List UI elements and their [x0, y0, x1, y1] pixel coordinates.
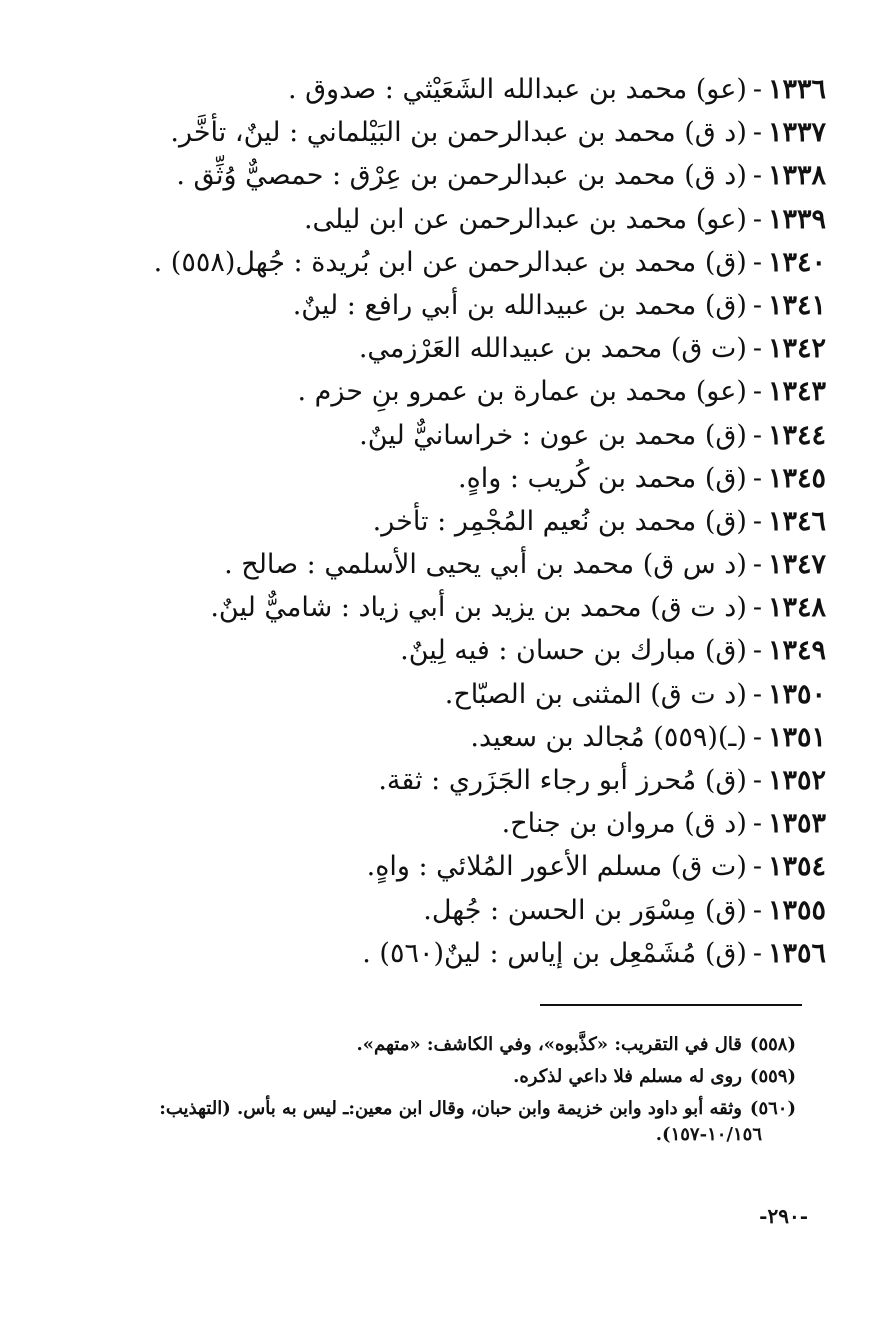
- footnote-separator: [540, 1004, 802, 1006]
- entry-text: (عو) محمد بن عبدالله الشَعَيْثي : صدوق .: [287, 74, 747, 105]
- entry-dash: -: [752, 74, 762, 105]
- entry-text: (ق) محمد بن نُعيم المُجْمِر : تأخر.: [372, 505, 747, 537]
- entry-dash: -: [752, 419, 762, 451]
- entry-1354: [46, 845, 826, 888]
- footnote-text: وثقه أبو داود وابن خزيمة وابن حبان، وقال ابن معين:ـ ليس به بأس. (التهذيب:: [159, 1098, 742, 1119]
- footnote-mark: (٥٦٠): [749, 1098, 796, 1119]
- entry-number: ١٣٥٤: [767, 851, 826, 883]
- footnote-558: [86, 1032, 796, 1058]
- entry-number: ١٣٣٧: [767, 117, 826, 149]
- entry-1346: [46, 500, 826, 543]
- entry-text: (د ت ق) محمد بن يزيد بن أبي زياد : شاميٌّ لينٌ.: [210, 592, 747, 624]
- entry-number: ١٣٥١: [767, 721, 826, 753]
- entry-1343: [46, 370, 826, 413]
- entry-1349: [46, 629, 826, 672]
- entry-dash: -: [752, 289, 762, 321]
- entry-number: ١٣٥٢: [767, 765, 826, 796]
- entry-number: ١٣٤٤: [767, 419, 826, 451]
- footnote-560-continuation: [86, 1122, 796, 1148]
- entry-text: (د س ق) محمد بن أبي يحيى الأسلمي : صالح .: [224, 549, 747, 581]
- entry-list: [46, 68, 826, 975]
- entry-text: (د ق) مروان بن جناح.: [501, 808, 747, 840]
- entry-1336: [46, 68, 826, 111]
- footnote-text: قال في التقريب: «كذَّبوه»، وفي الكاشف: «متهم».: [356, 1034, 742, 1055]
- footnote-mark: (٥٥٩): [749, 1066, 796, 1087]
- entry-dash: -: [752, 937, 762, 969]
- entry-text: (ق) مِسْوَر بن الحسن : جُهل.: [423, 894, 747, 926]
- entry-1344: [46, 414, 826, 457]
- entry-1356: [46, 932, 826, 975]
- footnote-continuation-text: ١٠/١٥٦-١٥٧).: [655, 1124, 762, 1145]
- entry-1339: [46, 198, 826, 241]
- entry-number: ١٣٤٧: [767, 549, 826, 581]
- entry-1337: [46, 111, 826, 154]
- entry-1345: [46, 457, 826, 500]
- entry-number: ١٣٣٩: [767, 203, 826, 235]
- entry-text: (عو) محمد بن عمارة بن عمرو بنِ حزم .: [297, 376, 747, 408]
- entry-dash: -: [752, 203, 762, 235]
- footnote-text: روى له مسلم فلا داعي لذكره.: [513, 1066, 742, 1087]
- entry-text: (ـ)(٥٥٩) مُجالد بن سعيد.: [470, 721, 747, 753]
- entry-number: ١٣٤٣: [767, 376, 826, 408]
- entry-number: ١٣٤١: [767, 289, 826, 321]
- entry-text: (د ق) محمد بن عبدالرحمن بن عِرْق : حمصيٌّ وُثِّق .: [176, 160, 747, 192]
- entry-1352: [46, 759, 826, 802]
- entry-number: ١٣٤٠: [767, 246, 826, 278]
- entry-number: ١٣٤٨: [767, 592, 826, 624]
- entry-dash: -: [752, 160, 762, 192]
- entry-number: ١٣٥٠: [767, 678, 826, 710]
- entry-1351: [46, 716, 826, 759]
- entry-number: ١٣٤٦: [767, 505, 826, 537]
- footnote-mark: (٥٥٨): [749, 1034, 796, 1055]
- entry-1353: [46, 802, 826, 845]
- entry-number: ١٣٣٦: [767, 74, 826, 105]
- footnote-560: [86, 1096, 796, 1122]
- entry-1350: [46, 673, 826, 716]
- entry-number: ١٣٥٣: [767, 808, 826, 840]
- entry-text: (ق) محمد بن عون : خراسانيٌّ لينٌ.: [359, 419, 747, 451]
- entry-number: ١٣٤٢: [767, 333, 826, 365]
- entry-1338: [46, 154, 826, 197]
- entry-text: (ق) مُحرز أبو رجاء الجَزَري : ثقة.: [378, 765, 747, 796]
- entry-dash: -: [752, 505, 762, 537]
- entry-dash: -: [752, 592, 762, 624]
- entry-1340: [46, 241, 826, 284]
- entry-text: (عو) محمد بن عبدالرحمن عن ابن ليلى.: [303, 203, 747, 235]
- entry-text: (ت ق) مسلم الأعور المُلائي : واهٍ.: [366, 851, 747, 883]
- entry-dash: -: [752, 117, 762, 149]
- entry-dash: -: [752, 721, 762, 753]
- entry-1355: [46, 889, 826, 932]
- entry-dash: -: [752, 376, 762, 408]
- entry-text: (د ت ق) المثنى بن الصبّاح.: [444, 678, 747, 710]
- entry-1342: [46, 327, 826, 370]
- entry-dash: -: [752, 894, 762, 926]
- entry-dash: -: [752, 678, 762, 710]
- entry-1341: [46, 284, 826, 327]
- entry-text: (ق) مبارك بن حسان : فيه لِينٌ.: [400, 635, 747, 667]
- entry-dash: -: [752, 246, 762, 278]
- entry-text: (د ق) محمد بن عبدالرحمن بن البَيْلماني : لينٌ، تأخَّر.: [170, 117, 747, 149]
- entry-1347: [46, 543, 826, 586]
- entry-dash: -: [752, 808, 762, 840]
- entry-text: (ق) مُشَمْعِل بن إياس : لينٌ(٥٦٠) .: [362, 937, 747, 969]
- entry-number: ١٣٤٩: [767, 635, 826, 667]
- entry-dash: -: [752, 462, 762, 494]
- entry-dash: -: [752, 549, 762, 581]
- entry-dash: -: [752, 333, 762, 365]
- entry-text: (ق) محمد بن عبيدالله بن أبي رافع : لينٌ.: [292, 289, 747, 321]
- footnotes: [86, 1032, 796, 1154]
- entry-dash: -: [752, 765, 762, 796]
- entry-number: ١٣٥٦: [767, 937, 826, 969]
- entry-text: (ت ق) محمد بن عبيدالله العَرْزمي.: [358, 333, 747, 365]
- footnote-559: [86, 1064, 796, 1090]
- entry-number: ١٣٤٥: [767, 462, 826, 494]
- entry-number: ١٣٣٨: [767, 160, 826, 192]
- entry-dash: -: [752, 851, 762, 883]
- entry-1348: [46, 586, 826, 629]
- page-number: -٢٩٠-: [759, 1204, 808, 1228]
- entry-text: (ق) محمد بن كُريب : واهٍ.: [458, 462, 747, 494]
- entry-number: ١٣٥٥: [767, 894, 826, 926]
- entry-dash: -: [752, 635, 762, 667]
- entry-text: (ق) محمد بن عبدالرحمن عن ابن بُريدة : جُهل(٥٥٨) .: [153, 246, 747, 278]
